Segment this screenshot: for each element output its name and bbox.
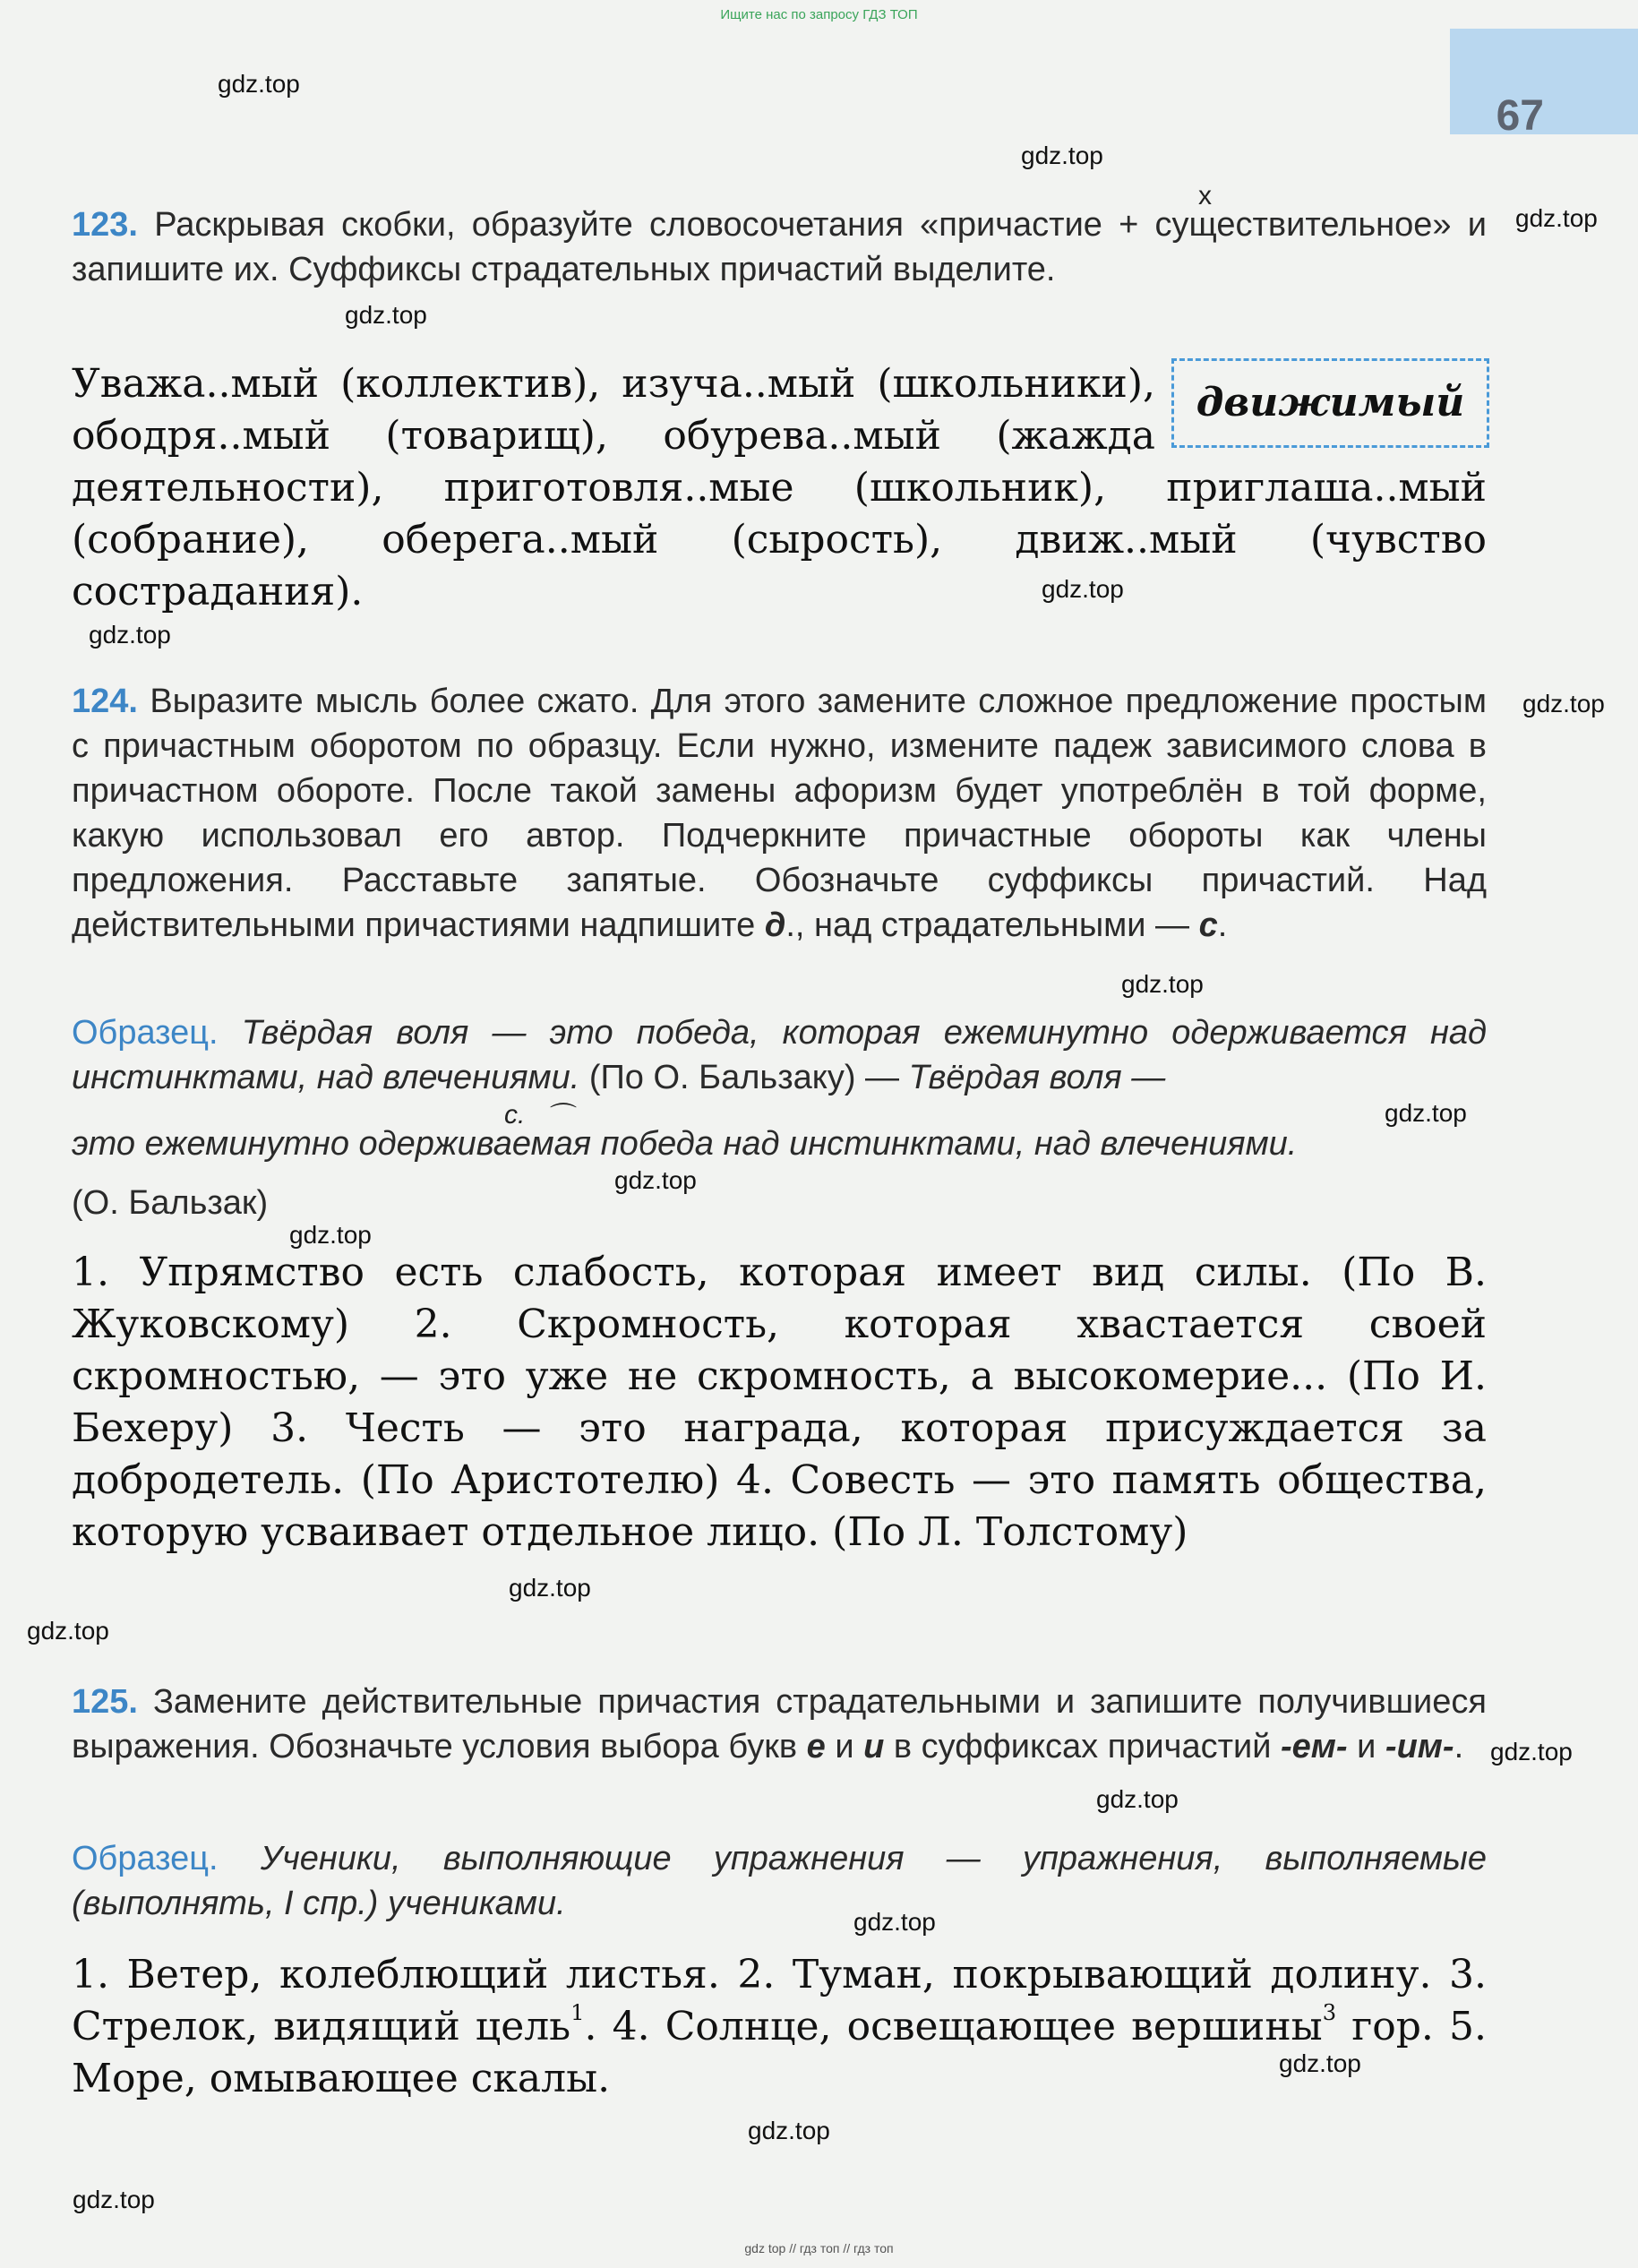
watermark: gdz.top bbox=[27, 1617, 109, 1645]
exercise-125-body bbox=[72, 1949, 1487, 2105]
task-text: . bbox=[1454, 1728, 1464, 1765]
exercise-124-body: 1. Упрямство есть слабость, которая имеет вид силы. (По В. Жуковскому) 2. Скромность, которая хвастается своей скромностью, — это уже не скромность, а высокомерие... (По И. Бехеру) 3. Честь — это награда, которая присуждается за добродетель. (По Аристотелю) 4. Совесть — это память общества, которую усваивает отдельное лицо. (По Л. Толстому) bbox=[72, 1250, 1487, 1555]
watermark: gdz.top bbox=[614, 1166, 697, 1194]
sample-author: (О. Бальзак) bbox=[72, 1184, 269, 1222]
highlight-word: движимый bbox=[1196, 380, 1465, 425]
exercise-123-body bbox=[72, 358, 1487, 618]
task-text: Замените действительные причастия страдательными и запишите получившиеся выражения. Обозначьте условия выбора букв bbox=[72, 1683, 1487, 1765]
letter-s: с bbox=[1198, 906, 1218, 944]
exercise-125-task bbox=[72, 1680, 1487, 1769]
page-corner-tab bbox=[1450, 29, 1638, 134]
task-text: Выразите мысль более сжато. Для этого замените сложное предложение простым с причастным оборотом по образцу. Если нужно, измените падеж зависимого слова в причастном обороте. После такой замены афоризм будет употреблён в той форме, какую использовал его автор. Подчеркните причастные обороты как члены предложения. Расставьте запятые. Обозначьте суффиксы причастий. Над действительными причастиями надпишите bbox=[72, 683, 1487, 944]
search-hint: Ищите нас по запросу ГДЗ ТОП bbox=[720, 7, 918, 22]
watermark: gdz.top bbox=[73, 2186, 155, 2213]
mark-x: x bbox=[1198, 181, 1212, 210]
suffix-arc-icon: ⌒ bbox=[550, 1103, 577, 1132]
exercise-text: Уважа..мый (коллектив), изуча..мый (школьники), ободря..мый (товарищ), обурева..мый (жажда деятельности), приготовля..мые (школьник), приглаша..мый (собрание), оберега..мый (сырость), движ..мый (чувство сострадания). bbox=[72, 361, 1487, 614]
footer-note: gdz top // гдз топ // гдз топ bbox=[744, 2241, 894, 2255]
mark-c: с. bbox=[504, 1100, 526, 1130]
sample-result: это ежеминутно одерживаемая победа над инстинктами, над влечениями. bbox=[72, 1125, 1298, 1163]
letter-i: и bbox=[863, 1728, 885, 1765]
task-text: ., над страдательными — bbox=[785, 906, 1199, 944]
task-text: Раскрывая скобки, образуйте словосочетания «причастие + существительное» и запишите их. Суффиксы страдательных причастий выделите. bbox=[72, 206, 1487, 288]
task-text: и bbox=[1347, 1728, 1385, 1765]
watermark: gdz.top bbox=[509, 1574, 591, 1602]
watermark: gdz.top bbox=[218, 70, 300, 98]
letter-d: д bbox=[764, 906, 786, 944]
footnote-mark: 3 bbox=[1322, 2000, 1337, 2026]
sample-source: (По О. Бальзаку) — bbox=[588, 1059, 900, 1096]
exercise-text: . 4. Солнце, освещающее вершины bbox=[584, 2004, 1323, 2049]
exercise-125-sample bbox=[72, 1836, 1487, 1926]
watermark: gdz.top bbox=[1490, 1738, 1573, 1765]
exercise-124-sample bbox=[72, 1010, 1487, 1100]
sample-label: Образец. bbox=[72, 1014, 219, 1052]
exercise-text: гор. 5. Море, омывающее скалы. bbox=[72, 2004, 1488, 2101]
exercise-number: 123. bbox=[72, 206, 138, 244]
watermark: gdz.top bbox=[1096, 1785, 1179, 1813]
watermark: gdz.top bbox=[1279, 2049, 1361, 2077]
exercise-number: 124. bbox=[72, 683, 138, 720]
suffix-em: -ем- bbox=[1281, 1728, 1348, 1765]
exercise-124-task bbox=[72, 679, 1487, 948]
suffix-im: -им- bbox=[1385, 1728, 1454, 1765]
exercise-text: 1. Ветер, колеблющий листья. 2. Туман, покрывающий долину. 3. Стрелок, видящий цель bbox=[72, 1952, 1487, 2049]
watermark: gdz.top bbox=[345, 301, 427, 329]
task-text: в суффиксах причастий bbox=[884, 1728, 1282, 1765]
page-number: 67 bbox=[1496, 92, 1544, 140]
footnote-mark: 1 bbox=[570, 2000, 585, 2026]
watermark: gdz.top bbox=[853, 1908, 936, 1936]
letter-e: е bbox=[806, 1728, 826, 1765]
exercise-123-task bbox=[72, 202, 1487, 292]
exercise-number: 125. bbox=[72, 1683, 138, 1721]
watermark: gdz.top bbox=[1385, 1099, 1467, 1127]
watermark: gdz.top bbox=[89, 621, 171, 649]
sample-text: Твёрдая воля — bbox=[908, 1059, 1166, 1096]
watermark: gdz.top bbox=[1515, 204, 1598, 232]
box-spacer bbox=[1155, 358, 1487, 462]
watermark: gdz.top bbox=[1042, 575, 1124, 603]
task-text: и bbox=[825, 1728, 864, 1765]
watermark: gdz.top bbox=[1522, 690, 1605, 717]
task-text: . bbox=[1217, 906, 1228, 944]
watermark: gdz.top bbox=[1021, 142, 1103, 169]
sample-text: Ученики, выполняющие упражнения — упражнения, выполняемые (выполнять, I спр.) учениками. bbox=[72, 1840, 1487, 1922]
watermark: gdz.top bbox=[1121, 970, 1204, 998]
watermark: gdz.top bbox=[748, 2117, 830, 2144]
watermark: gdz.top bbox=[289, 1221, 372, 1249]
sample-label: Образец. bbox=[72, 1840, 219, 1877]
sample-text: Твёрдая воля — это победа, которая ежеминутно одерживается над инстинктами, над влечениями. bbox=[72, 1014, 1487, 1096]
